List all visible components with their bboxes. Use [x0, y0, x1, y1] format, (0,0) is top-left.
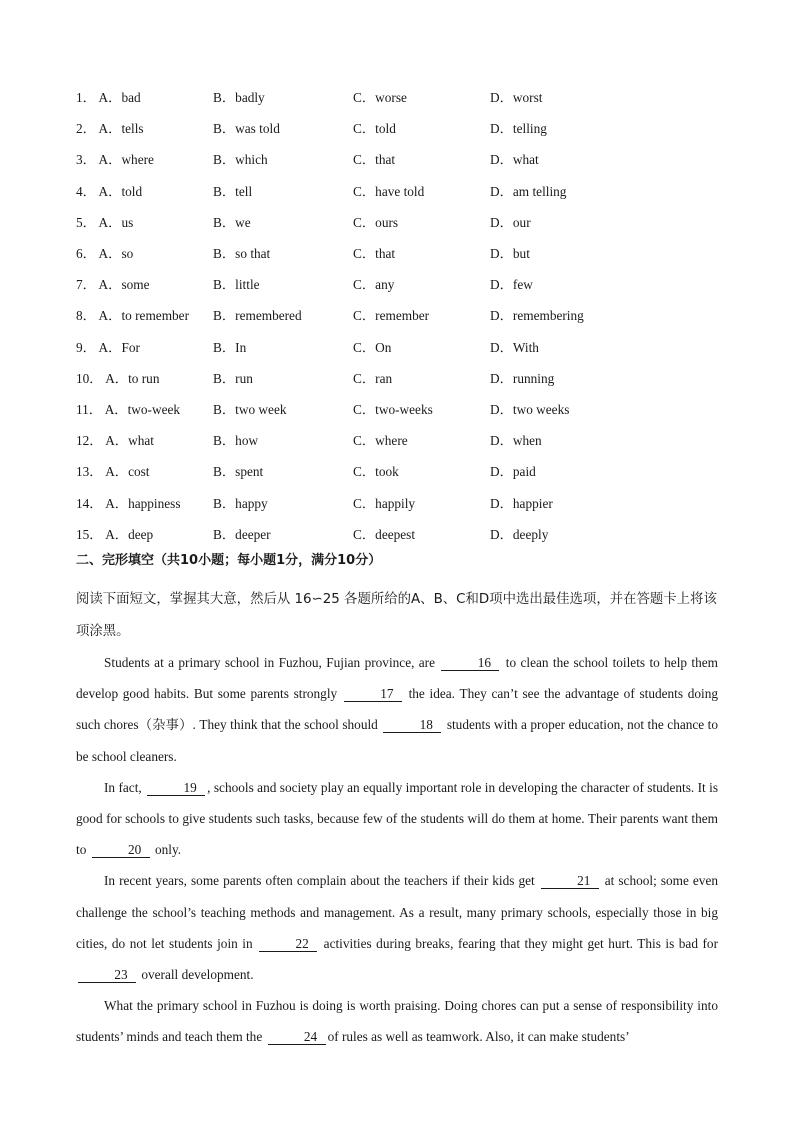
blank-21: 21 — [541, 873, 599, 889]
option-d: D．what — [490, 152, 539, 168]
option-c: C．two-weeks — [353, 401, 433, 417]
blank-24: 24 — [268, 1029, 326, 1045]
question-row — [76, 331, 736, 362]
option-a — [76, 181, 142, 200]
option-a — [76, 399, 180, 418]
question-number: 14． — [76, 495, 103, 511]
question-row — [76, 455, 736, 486]
option-c: C．ours — [353, 214, 399, 230]
question-row — [76, 518, 736, 549]
option-text: A．deep — [105, 526, 154, 542]
option-d: D．our — [490, 214, 531, 230]
passage-paragraph-4 — [76, 990, 718, 1052]
question-row — [76, 237, 736, 268]
question-row — [76, 486, 736, 517]
passage-text: students with a proper education, not the chance to be school cleaners. — [76, 717, 719, 764]
blank-20: 20 — [92, 842, 150, 858]
passage-text: at school; some even challenge the school’s teaching methods and management. As a result, many primary schools, especially those in big cities, do not let students join in — [76, 873, 719, 951]
option-d: D．but — [490, 246, 530, 262]
passage-paragraph-2 — [76, 772, 718, 866]
option-a — [76, 337, 140, 356]
option-d: D．when — [490, 433, 542, 449]
question-number: 13． — [76, 464, 103, 480]
question-row — [76, 268, 736, 299]
question-number: 12． — [76, 433, 103, 449]
option-text: A．told — [98, 183, 143, 199]
option-a — [76, 461, 150, 480]
option-text: A．so — [98, 246, 134, 262]
passage-text: What the primary school in Fuzhou is doing is worth praising. Doing chores can put a sense of responsibility into students’ minds and teach them the — [76, 998, 718, 1045]
option-text: A．where — [98, 152, 154, 168]
option-a — [76, 118, 144, 137]
option-d: D．few — [490, 277, 533, 293]
option-d: D．deeply — [490, 526, 549, 542]
question-number: 1． — [76, 90, 96, 106]
option-c: C．happily — [353, 495, 416, 511]
option-text: A．bad — [98, 90, 141, 106]
question-number: 15． — [76, 526, 103, 542]
option-text: A．to remember — [98, 308, 190, 324]
passage-text: activities during breaks, fearing that they might get hurt. This is bad for — [323, 935, 718, 951]
question-row — [76, 175, 736, 206]
section-title: 二、完形填空（共10小题；每小题1分，满分10分） — [76, 553, 382, 568]
passage-paragraph-3 — [76, 865, 718, 990]
question-number: 4． — [76, 183, 96, 199]
option-d: D．telling — [490, 121, 547, 137]
option-a — [76, 274, 150, 293]
option-b: B．remembered — [213, 308, 302, 324]
option-d: D．two weeks — [490, 401, 570, 417]
option-text: A．what — [105, 433, 154, 449]
question-number: 8． — [76, 308, 96, 324]
passage-text: In recent years, some parents often complain about the teachers if their kids get — [104, 873, 535, 889]
option-b: B．spent — [213, 464, 264, 480]
option-b: B．two week — [213, 401, 287, 417]
option-d: D．paid — [490, 464, 536, 480]
option-a — [76, 493, 181, 512]
cloze-passage — [76, 647, 718, 1053]
option-b: B．how — [213, 433, 259, 449]
option-c: C．deepest — [353, 526, 416, 542]
passage-text: the idea. They can’t see the advantage of students doing such chores（杂事）. They think that the school should — [76, 686, 719, 733]
option-text: A．cost — [105, 464, 150, 480]
question-number: 6． — [76, 246, 96, 262]
option-d: D．worst — [490, 90, 543, 106]
option-b: B．In — [213, 339, 247, 355]
question-number: 10． — [76, 370, 103, 386]
question-row — [76, 112, 736, 143]
question-row — [76, 362, 736, 393]
options-list — [76, 81, 736, 549]
option-b: B．tell — [213, 183, 253, 199]
option-b: B．badly — [213, 90, 265, 106]
option-b: B．which — [213, 152, 268, 168]
question-row — [76, 81, 736, 112]
option-a — [76, 368, 159, 387]
passage-text: Students at a primary school in Fuzhou, Fujian province, are — [104, 655, 436, 670]
option-c: C．remember — [353, 308, 430, 324]
passage-text: only. — [155, 842, 182, 858]
option-d: D．running — [490, 370, 555, 386]
section-instructions: 阅读下面短文，掌握其大意，然后从 16∽25 各题所给的A、B、C和D项中选出最佳选项，并在答题卡上将该项涂黑。 — [76, 592, 717, 639]
blank-17: 17 — [344, 686, 402, 702]
blank-23: 23 — [78, 967, 136, 983]
option-b: B．so that — [213, 246, 271, 262]
option-d: D．happier — [490, 495, 553, 511]
option-c: C．told — [353, 121, 396, 137]
question-number: 7． — [76, 277, 96, 293]
option-b: B．we — [213, 214, 251, 230]
option-d: D．am telling — [490, 183, 567, 199]
option-text: A．some — [98, 277, 150, 293]
blank-22: 22 — [259, 936, 317, 952]
option-c: C．have told — [353, 183, 425, 199]
option-b: B．was told — [213, 121, 280, 137]
option-d: D．remembering — [490, 308, 584, 324]
passage-text: In fact, — [104, 779, 142, 795]
option-a — [76, 430, 154, 449]
option-text: A．happiness — [105, 495, 181, 511]
passage-text: overall development. — [141, 967, 254, 983]
option-text: A．For — [98, 339, 140, 355]
question-number: 11． — [76, 401, 103, 417]
passage-text: , schools and society play an equally important role in developing the character of students. It is good for schools to give students such tasks, because few of the students will do them at home. Their parents want them to — [76, 779, 718, 858]
question-row — [76, 393, 736, 424]
option-b: B．deeper — [213, 526, 271, 542]
passage-text: to clean the school toilets to help them develop good habits. But some parents strongly — [76, 655, 718, 702]
option-c: C．that — [353, 152, 396, 168]
blank-16: 16 — [441, 655, 499, 671]
option-text: A．two-week — [104, 401, 181, 417]
blank-19: 19 — [147, 780, 205, 796]
option-c: C．worse — [353, 90, 407, 106]
option-d: D．With — [490, 339, 539, 355]
option-b: B．happy — [213, 495, 268, 511]
passage-text: of rules as well as teamwork. Also, it can make students’ — [327, 1029, 630, 1045]
option-text: A．us — [98, 214, 134, 230]
question-number: 2． — [76, 121, 96, 137]
question-number: 5． — [76, 214, 96, 230]
question-number: 9． — [76, 339, 96, 355]
option-text: A．tells — [98, 121, 144, 137]
option-a — [76, 243, 133, 262]
option-a — [76, 87, 141, 106]
question-row — [76, 143, 736, 174]
option-c: C．where — [353, 433, 408, 449]
question-number: 3． — [76, 152, 96, 168]
option-c: C．took — [353, 464, 399, 480]
option-c: C．ran — [353, 370, 393, 386]
question-row — [76, 424, 736, 455]
option-text: A．to run — [105, 370, 160, 386]
option-c: C．On — [353, 339, 392, 355]
passage-paragraph-1 — [76, 647, 718, 772]
blank-18: 18 — [383, 717, 441, 733]
option-b: B．little — [213, 277, 260, 293]
option-a — [76, 524, 153, 543]
question-row — [76, 299, 736, 330]
question-row — [76, 206, 736, 237]
option-a — [76, 149, 154, 168]
option-a — [76, 305, 189, 324]
option-c: C．that — [353, 246, 396, 262]
option-a — [76, 212, 133, 231]
option-b: B．run — [213, 370, 253, 386]
option-c: C．any — [353, 277, 395, 293]
